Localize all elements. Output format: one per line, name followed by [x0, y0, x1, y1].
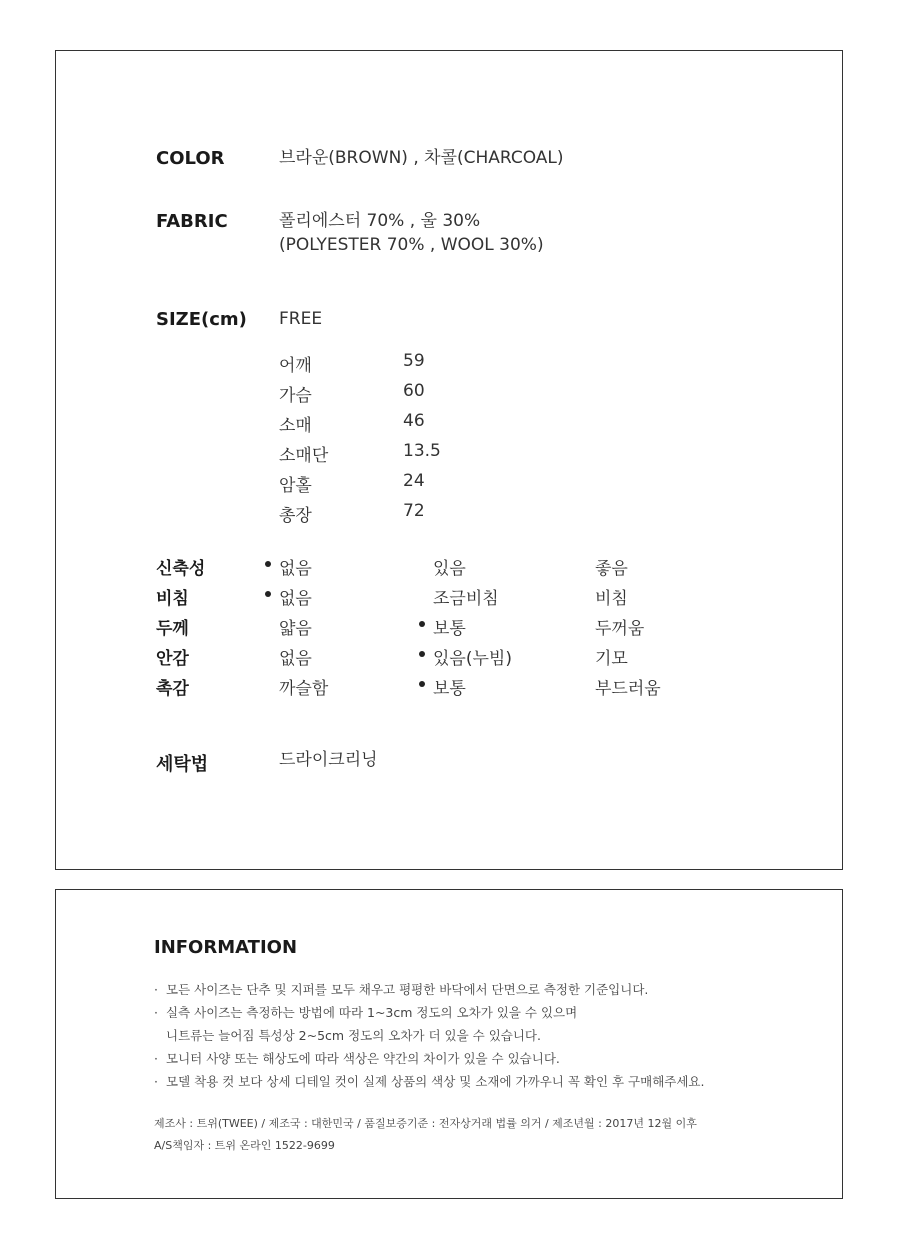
measurement-name: 소매	[279, 416, 312, 436]
attribute-option: 없음	[279, 554, 312, 579]
attribute-option: 조금비침	[433, 589, 499, 609]
information-panel	[55, 889, 843, 1199]
list-item: · 모델 착용 컷 보다 상세 디테일 컷이 실제 상품의 색상 및 소재에 가까우니 꼭 확인 후 구매해주세요.	[154, 1070, 704, 1093]
measurement-name: 어깨	[279, 356, 312, 376]
list-item: · 모니터 사양 또는 해상도에 따라 색상은 약간의 차이가 있을 수 있습니다.	[154, 1047, 704, 1070]
bullet-dot: ·	[154, 1074, 158, 1089]
attribute-option: 없음	[279, 649, 312, 669]
attribute-option: 비침	[595, 589, 628, 609]
measurement-value: 60	[403, 381, 425, 401]
measurement-value: 46	[403, 411, 425, 431]
selected-bullet-icon	[265, 591, 271, 597]
attribute-option: 얇음	[279, 619, 312, 639]
as-contact-info: A/S책임자 : 트위 온라인 1522-9699	[154, 1139, 335, 1152]
selected-bullet-icon	[419, 651, 425, 657]
measurement-name: 소매단	[279, 446, 329, 466]
selected-bullet-icon	[419, 621, 425, 627]
attribute-option: 있음	[433, 559, 466, 579]
attribute-label: 촉감	[156, 679, 189, 699]
measurement-name: 총장	[279, 506, 312, 526]
list-item: · 모든 사이즈는 단추 및 지퍼를 모두 채우고 평평한 바닥에서 단면으로 측정한 기준입니다.	[154, 978, 704, 1001]
manufacturer-info: 제조사 : 트위(TWEE) / 제조국 : 대한민국 / 품질보증기준 : 전자상거래 법률 의거 / 제조년월 : 2017년 12월 이후	[154, 1117, 697, 1130]
attribute-option: 두꺼움	[595, 619, 645, 639]
attribute-option: 까슬함	[279, 679, 329, 699]
attribute-option: 좋음	[595, 559, 628, 579]
selected-bullet-icon	[265, 561, 271, 567]
measurement-name: 가슴	[279, 386, 312, 406]
fabric-value-line2: (POLYESTER 70% , WOOL 30%)	[279, 235, 544, 255]
attribute-label: 비침	[156, 589, 189, 609]
attribute-option: 기모	[595, 649, 628, 669]
fabric-value-line1: 폴리에스터 70% , 울 30%	[279, 211, 481, 231]
wash-value: 드라이크리닝	[279, 750, 378, 770]
attribute-option: 있음(누빔)	[433, 644, 512, 669]
measurement-value: 59	[403, 351, 425, 371]
attribute-option: 없음	[279, 584, 312, 609]
fabric-label: FABRIC	[156, 211, 228, 232]
attribute-label: 안감	[156, 649, 189, 669]
size-value: FREE	[279, 309, 323, 329]
bullet-dot: ·	[154, 982, 158, 997]
attribute-label: 신축성	[156, 559, 206, 579]
attribute-option: 보통	[433, 614, 466, 639]
product-spec-panel	[55, 50, 843, 870]
bullet-dot: ·	[154, 1051, 158, 1066]
selected-bullet-icon	[419, 681, 425, 687]
attribute-label: 두께	[156, 619, 189, 639]
information-notes	[154, 978, 704, 1093]
measurement-name: 암홀	[279, 476, 312, 496]
measurement-value: 24	[403, 471, 425, 491]
list-item: · 실측 사이즈는 측정하는 방법에 따라 1~3cm 정도의 오차가 있을 수 있으며 니트류는 늘어짐 특성상 2~5cm 정도의 오차가 더 있을 수 있습니다.	[154, 1001, 704, 1047]
color-label: COLOR	[156, 148, 225, 169]
wash-label: 세탁법	[156, 754, 209, 775]
attribute-option: 보통	[433, 674, 466, 699]
bullet-dot: ·	[154, 1005, 158, 1020]
attribute-option: 부드러움	[595, 679, 661, 699]
information-title: INFORMATION	[154, 937, 298, 958]
color-value: 브라운(BROWN) , 차콜(CHARCOAL)	[279, 148, 564, 168]
measurement-value: 13.5	[403, 441, 441, 461]
size-label: SIZE(cm)	[156, 309, 247, 330]
measurement-value: 72	[403, 501, 425, 521]
